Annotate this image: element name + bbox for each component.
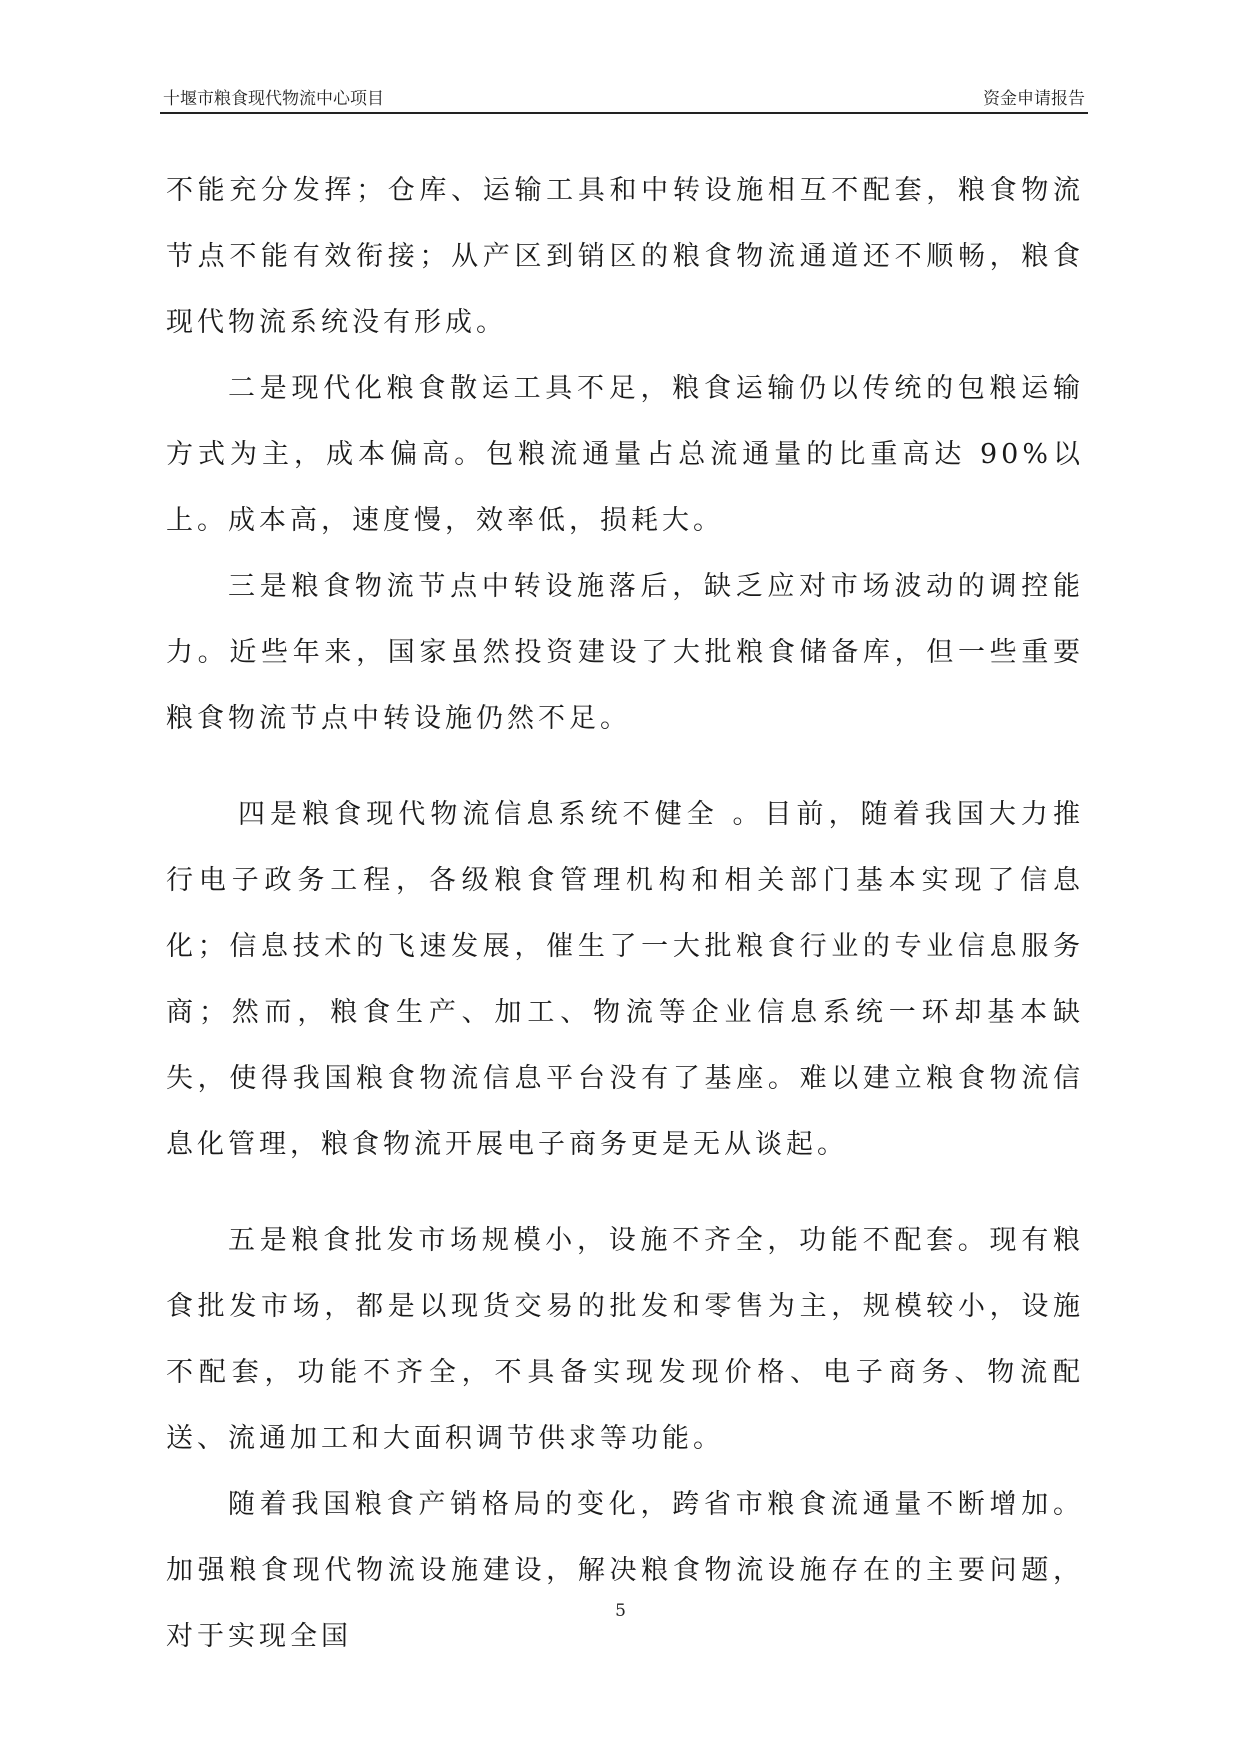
paragraph-point-three: 三是粮食物流节点中转设施落后，缺乏应对市场波动的调控能力。近些年来，国家虽然投资建设了大批粮食储备库，但一些重要粮食物流节点中转设施仍然不足。 [166, 571, 1084, 734]
header-divider [160, 112, 1088, 114]
header-project-title: 十堰市粮食现代物流中心项目 [163, 89, 384, 109]
paragraph-conclusion: 随着我国粮食产销格局的变化，跨省市粮食流通量不断增加。加强粮食现代物流设施建设，解决粮食物流设施存在的主要问题，对于实现全国 [166, 1489, 1084, 1652]
header-report-type: 资金申请报告 [983, 89, 1085, 109]
paragraph-point-four: 四是粮食现代物流信息系统不健全 。目前，随着我国大力推行电子政务工程，各级粮食管理机构和相关部门基本实现了信息化；信息技术的飞速发展，催生了一大批粮食行业的专业信息服务商；然而，粮食生产、加工、物流等企业信息系统一环却基本缺失，使得我国粮食物流信息平台没有了基座。难以建立粮食物流信息化管理，粮食物流开展电子商务更是无从谈起。 [166, 799, 1084, 1160]
paragraph-point-five: 五是粮食批发市场规模小，设施不齐全，功能不配套。现有粮食批发市场，都是以现货交易的批发和零售为主，规模较小，设施不配套，功能不齐全，不具备实现发现价格、电子商务、物流配送、流通加工和大面积调节供求等功能。 [166, 1225, 1084, 1454]
page-header [163, 84, 1085, 114]
page-number: 5 [615, 1601, 626, 1621]
paragraph-continuation: 不能充分发挥；仓库、运输工具和中转设施相互不配套，粮食物流节点不能有效衔接；从产区到销区的粮食物流通道还不顺畅，粮食现代物流系统没有形成。 [166, 175, 1084, 338]
body-text [166, 158, 1084, 1670]
paragraph-point-two: 二是现代化粮食散运工具不足，粮食运输仍以传统的包粮运输方式为主，成本偏高。包粮流通量占总流通量的比重高达 90%以上。成本高，速度慢，效率低，损耗大。 [166, 373, 1084, 536]
